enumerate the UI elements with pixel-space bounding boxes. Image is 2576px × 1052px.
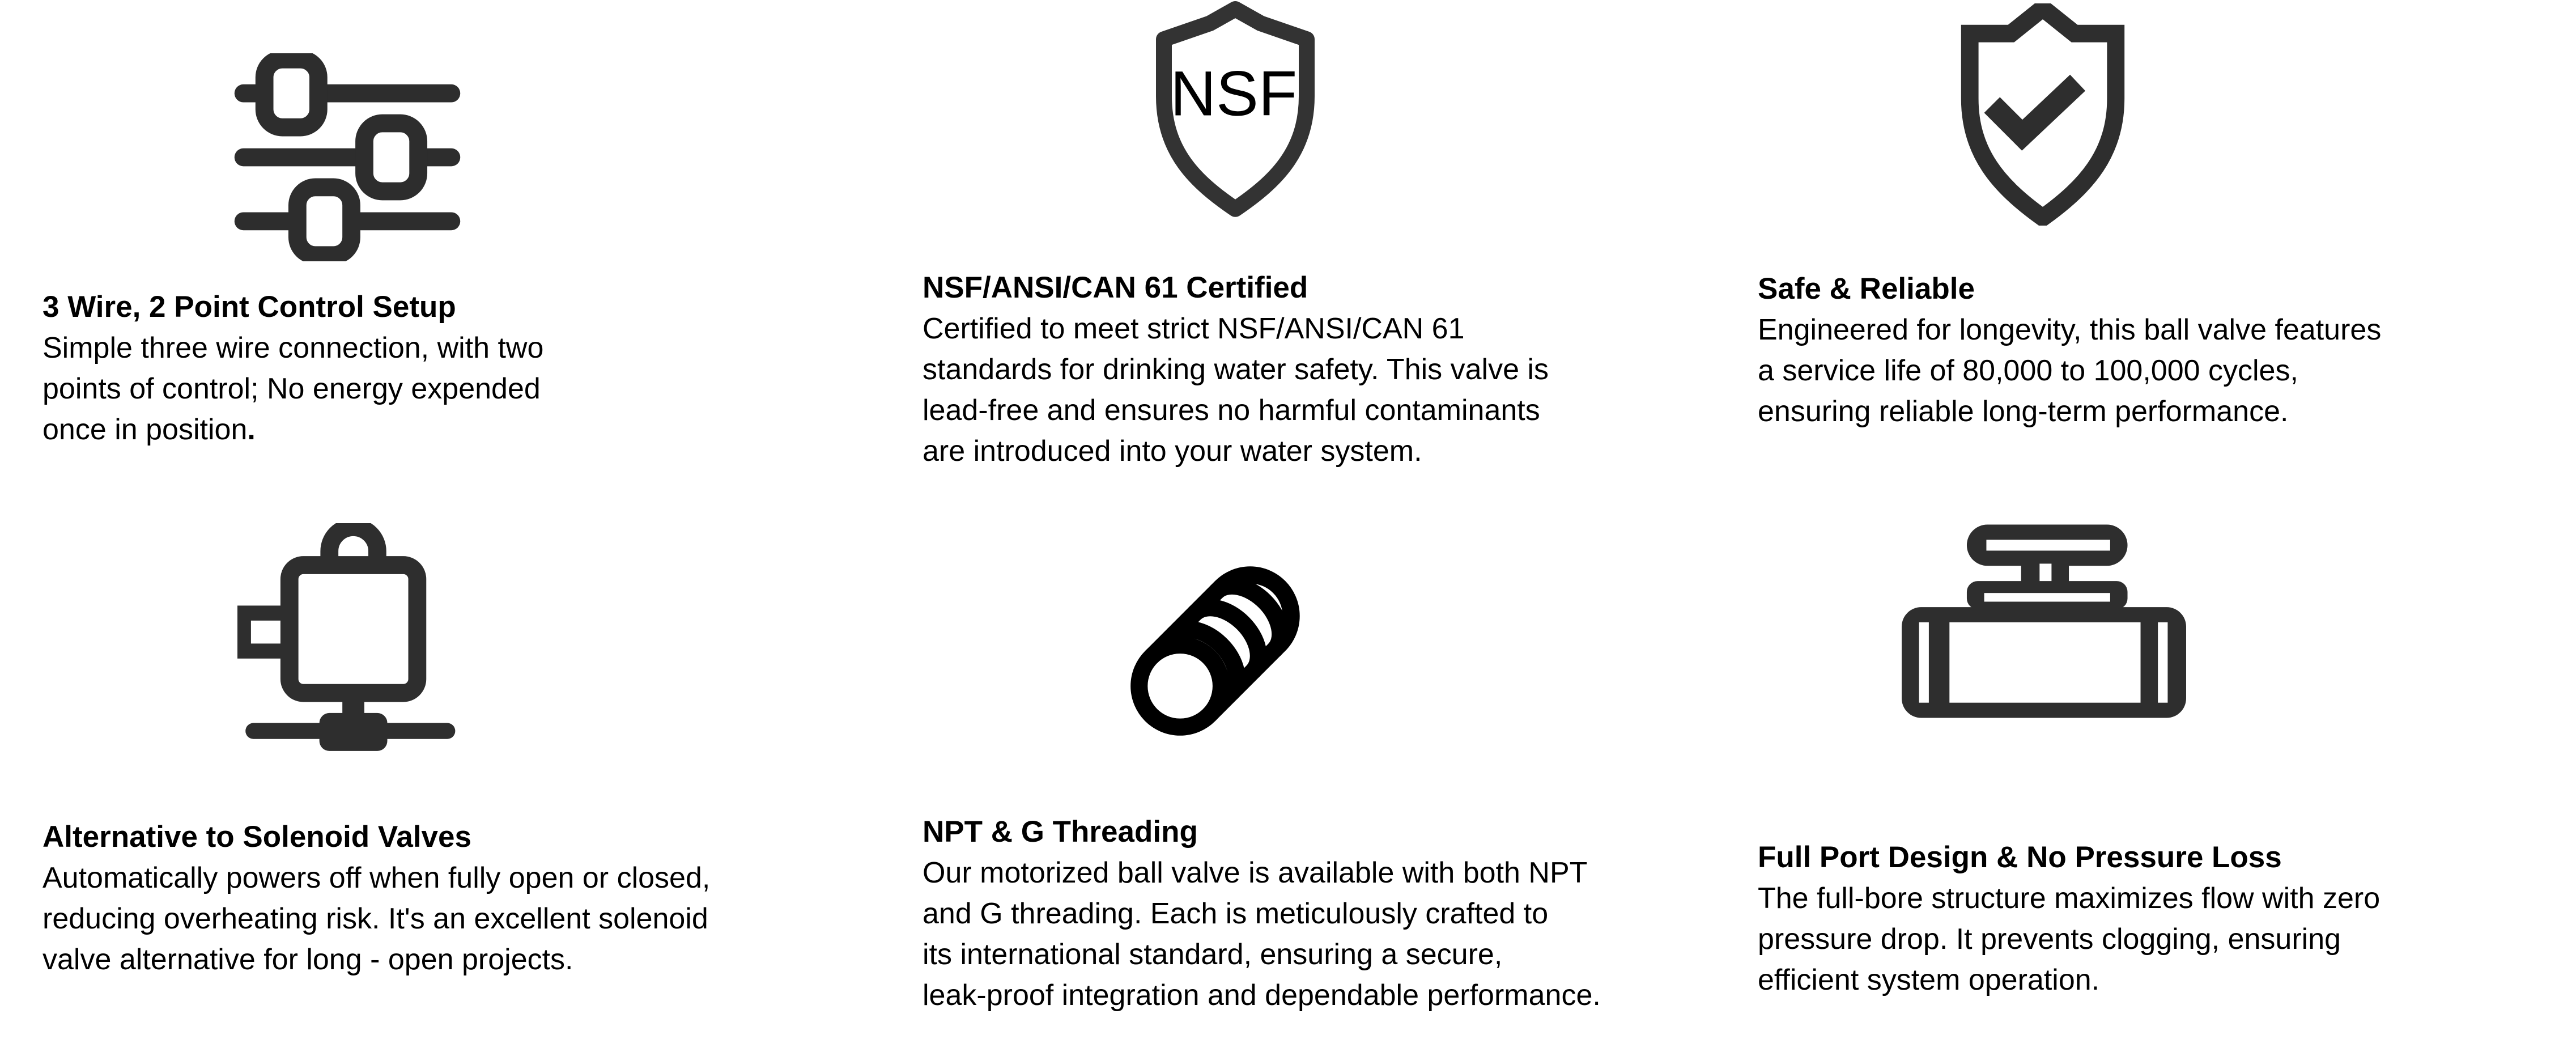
feature-line: and G threading. Each is meticulously crafted to [923,897,1549,930]
ball-valve-icon [1902,524,2186,718]
ball-valve-icon-svg [1902,524,2186,718]
feature-full-port [1758,837,2380,1000]
feature-title: Safe & Reliable [1758,272,1975,306]
nsf-shield-icon [1140,1,1330,223]
feature-nsf-certified [923,268,1549,472]
sliders-icon [233,53,461,261]
feature-line: once in position. [42,413,256,446]
feature-line: efficient system operation. [1758,964,2100,996]
solenoid-valve-icon-svg [237,523,457,759]
feature-line: points of control; No energy expended [42,372,541,405]
feature-safe-reliable [1758,269,2381,432]
feature-title: NPT & G Threading [923,815,1198,849]
feature-line: Engineered for longevity, this ball valve features [1758,313,2382,346]
feature-line: ensuring reliable long-term performance. [1758,395,2289,428]
bold-period: . [247,413,256,446]
feature-control-setup [42,287,543,450]
feature-title: Alternative to Solenoid Valves [42,820,471,854]
solenoid-valve-icon [237,523,457,759]
feature-npt-g-threading [923,812,1601,1016]
threaded-pipe-icon-svg [1112,529,1334,758]
threaded-pipe-icon [1112,529,1334,758]
feature-title: Full Port Design & No Pressure Loss [1758,841,2282,874]
feature-line: Simple three wire connection, with two [42,332,544,364]
nsf-shield-icon-svg [1140,1,1330,223]
shield-check-icon [1948,3,2138,226]
feature-line: Automatically powers off when fully open or closed, [42,862,711,894]
feature-line: its international standard, ensuring a secure, [923,938,1503,971]
feature-line: valve alternative for long - open projects. [42,943,573,976]
feature-line: standards for drinking water safety. This valve is [923,353,1549,386]
sliders-icon-svg [233,53,461,261]
feature-solenoid-alternative [42,817,710,980]
feature-line: Our motorized ball valve is available with both NPT [923,856,1588,889]
nsf-badge-text: NSF [1170,58,1298,129]
feature-title: NSF/ANSI/CAN 61 Certified [923,271,1308,304]
feature-line: leak-proof integration and dependable performance. [923,979,1601,1012]
feature-line: are introduced into your water system. [923,435,1422,468]
feature-line: a service life of 80,000 to 100,000 cycles, [1758,354,2298,387]
feature-line: Certified to meet strict NSF/ANSI/CAN 61 [923,312,1465,345]
shield-check-icon-svg [1948,3,2138,226]
feature-line: lead-free and ensures no harmful contaminants [923,394,1540,427]
feature-line: The full-bore structure maximizes flow with zero [1758,882,2381,915]
feature-line: reducing overheating risk. It's an excellent solenoid [42,902,708,935]
feature-line: pressure drop. It prevents clogging, ensuring [1758,923,2341,956]
feature-title: 3 Wire, 2 Point Control Setup [42,290,456,324]
